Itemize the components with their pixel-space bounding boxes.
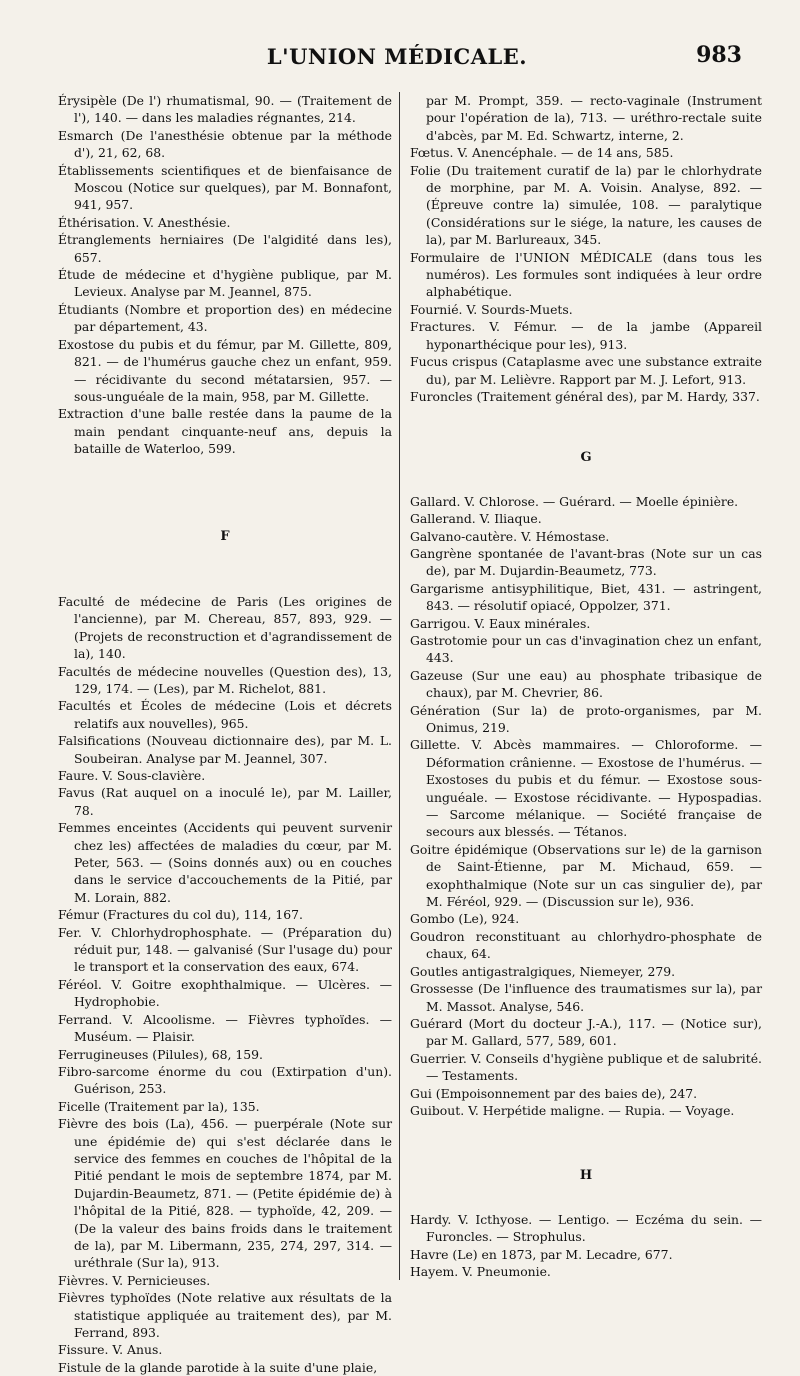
entries-e [58,92,392,458]
index-entry: Guerrier. V. Conseils d'hygiène publique et de salubrité. — Testaments. [410,1050,762,1084]
index-entry: Goitre épidémique (Observations sur le) de la garnison de Saint-Étienne, par M. Michaud, 659. — exophthalmique (Note sur un cas singulier de), par M. Féréol, 929. — (Discussion sur le), 936. [410,841,762,910]
entries-g [410,493,762,1120]
index-entry: Havre (Le) en 1873, par M. Lecadre, 677. [410,1246,673,1262]
index-entry: Étudiants (Nombre et proportion des) en médecine par département, 43. [58,301,392,335]
index-entry: Gastrotomie pour un cas d'invagination chez un enfant, 443. [410,632,762,666]
index-entry: Esmarch (De l'anesthésie obtenue par la méthode d'), 21, 62, 68. [58,127,392,161]
index-entry: Guibout. V. Herpétide maligne. — Rupia. — Voyage. [410,1102,735,1118]
index-entry: Goutles antigastralgiques, Niemeyer, 279. [410,963,676,979]
index-entry: Ferrugineuses (Pilules), 68, 159. [58,1046,263,1062]
left-column [58,92,392,1376]
index-entry: Grossesse (De l'influence des traumatismes sur la), par M. Massot. Analyse, 546. [410,981,762,1014]
index-entry: Éthérisation. V. Anesthésie. [58,214,231,230]
index-entry: Gombo (Le), 924. [410,911,520,927]
section-letter-g: G [580,450,592,466]
index-entry: Fémur (Fractures du col du), 114, 167. [58,907,303,923]
index-entry: Garrigou. V. Eaux minérales. [410,615,591,631]
index-entry: Fibro-sarcome énorme du cou (Extirpation d'un). Guérison, 253. [58,1063,392,1097]
index-entry: Gui (Empoisonnement par des baies de), 247. [410,1085,698,1101]
index-entry: Hardy. V. Icthyose. — Lentigo. — Eczéma du sein. — Furoncles. — Strophulus. [410,1211,762,1245]
index-entry: Ferrand. V. Alcoolisme. — Fièvres typhoïdes. — Muséum. — Plaisir. [58,1011,392,1045]
index-entry: Folie (Du traitement curatif de la) par le chlorhydrate de morphine, par M. A. Voisin. Analyse, 892. — (Épreuve contre la) simulée, 108. — paralytique (Considérations sur le siége, la nature, les causes de la), par M. Barlureaux, 345. [410,162,762,248]
entries-f-continued [410,92,762,405]
index-entry: Fœtus. V. Anencéphale. — de 14 ans, 585. [410,145,674,161]
index-entry: Goudron reconstituant au chlorhydro-phosphate de chaux, 64. [410,928,762,962]
index-entry: Ficelle (Traitement par la), 135. [58,1098,260,1114]
index-entry: Fièvres. V. Pernicieuses. [58,1272,211,1288]
index-entry: Extraction d'une balle restée dans la paume de la main pendant cinquante-neuf ans, depuis la bataille de Waterloo, 599. [58,406,392,457]
page-number: 983 [696,42,742,68]
index-entry: Faculté de médecine de Paris (Les origines de l'ancienne), par M. Chereau, 857, 893, 929. — (Projets de reconstruction et d'agrandissement de la), 140. [58,593,392,662]
running-header [52,34,742,74]
entries-f [58,593,392,1376]
column-divider [399,92,400,1280]
index-entry: Fièvre des bois (La), 456. — puerpérale (Note sur une épidémie de) qui s'est déclarée dans le service des femmes en couches de l'hôpital de la Pitié pendant le mois de septembre 1874, par M. Dujardin-Beaumetz, 871. — (Petite épidémie de) à l'hôpital de la Pitié, 828. — typhoïde, 42, 209. — (De la valeur des bains froids dans le traitement de la), par M. Libermann, 235, 274, 297, 314. — uréthrale (Sur la), 913. [58,1116,392,1271]
index-entry: Formulaire de l'UNION MÉDICALE (dans tous les numéros). Les formules sont indiquées à leur ordre alphabétique. [410,249,762,300]
index-entry: Fucus crispus (Cataplasme avec une substance extraite du), par M. Lelièvre. Rapport par M. J. Lefort, 913. [410,354,762,387]
index-entry: par M. Prompt, 359. — recto-vaginale (Instrument pour l'opération de la), 713. — uréthro-rectale suite d'abcès, par M. Ed. Schwartz, interne, 2. [426,93,762,143]
index-entry: Fissure. V. Anus. [58,1342,163,1358]
index-entry: Érysipèle (De l') rhumatismal, 90. — (Traitement de l'), 140. — dans les maladies régnantes, 214. [58,93,392,126]
index-entry: Féréol. V. Goitre exophthalmique. — Ulcères. — Hydrophobie. [58,976,392,1010]
index-entry: Gallard. V. Chlorose. — Guérard. — Moelle épinière. [410,493,739,509]
index-entry: Falsifications (Nouveau dictionnaire des), par M. L. Soubeiran. Analyse par M. Jeannel, 307. [58,733,392,766]
section-letter-f: F [220,528,230,544]
index-entry: Fer. V. Chlorhydrophosphate. — (Préparation du) réduit pur, 148. — galvanisé (Sur l'usage du) pour le transport et la conservation des eaux, 674. [58,924,392,975]
journal-title: L'UNION MÉDICALE. [266,44,528,69]
index-entry: Facultés de médecine nouvelles (Question des), 13, 129, 174. — (Les), par M. Richelot, 881. [58,663,392,696]
index-entry: Fièvres typhoïdes (Note relative aux résultats de la statistique appliquée au traitement des), par M. Ferrand, 893. [58,1290,392,1340]
index-entry: Exostose du pubis et du fémur, par M. Gillette, 809, 821. — de l'humérus gauche chez un enfant, 959. — récidivante du second métatarsien, 957. — sous-unguéale de la main, 958, par M. Gillette. [58,336,392,404]
index-entry: Fournié. V. Sourds-Muets. [410,301,573,317]
index-entry: Gazeuse (Sur une eau) au phosphate tribasique de chaux), par M. Chevrier, 86. [410,667,762,701]
index-entry: Faure. V. Sous-clavière. [58,768,206,783]
index-entry: Guérard (Mort du docteur J.-A.), 117. — (Notice sur), par M. Gallard, 577, 589, 601. [410,1015,762,1049]
index-entry: Gillette. V. Abcès mammaires. — Chloroforme. — Déformation crânienne. — Exostose de l'humérus. — Exostoses du pubis et du fémur. — Exostose sous-unguéale. — Exostose récidivante. — Hypospadias. — Sarcome mélanique. — Société française de secours aux blessés. — Tétanos. [410,737,762,840]
index-entry: Établissements scientifiques et de bienfaisance de Moscou (Notice sur quelques), par M. Bonnafont, 941, 957. [58,162,392,213]
right-column [410,92,762,1280]
index-entry: Facultés et Écoles de médecine (Lois et décrets relatifs aux nouvelles), 965. [58,698,392,731]
index-entry: Fractures. V. Fémur. — de la jambe (Appareil hyponarthécique pour les), 913. [410,319,762,352]
index-entry: Fistule de la glande parotide à la suite d'une plaie, [58,1359,378,1375]
section-letter-h: H [579,1168,593,1184]
index-entry: Galvano-cautère. V. Hémostase. [410,528,610,544]
index-entry: Génération (Sur la) de proto-organismes, par M. Onimus, 219. [410,702,762,735]
index-entry: Favus (Rat auquel on a inoculé le), par M. Lailler, 78. [58,785,392,818]
index-entry: Hayem. V. Pneumonie. [410,1263,551,1279]
index-entry: Gallerand. V. Iliaque. [410,511,542,527]
index-entry: Étranglements herniaires (De l'algidité dans les), 657. [58,232,392,265]
index-entry: Furoncles (Traitement général des), par M. Hardy, 337. [410,388,760,404]
index-entry: Étude de médecine et d'hygiène publique, par M. Levieux. Analyse par M. Jeannel, 875. [58,267,392,300]
index-entry: Gargarisme antisyphilitique, Biet, 431. — astringent, 843. — résolutif opiacé, Oppolzer, 371. [410,580,762,614]
index-entry: Gangrène spontanée de l'avant-bras (Note sur un cas de), par M. Dujardin-Beaumetz, 773. [410,545,762,579]
index-entry: Femmes enceintes (Accidents qui peuvent survenir chez les) affectées de maladies du cœur, par M. Peter, 563. — (Soins donnés aux) ou en couches dans le service d'accouchements de la Pitié, par M. Lorain, 882. [58,820,392,905]
entries-h [410,1211,762,1281]
